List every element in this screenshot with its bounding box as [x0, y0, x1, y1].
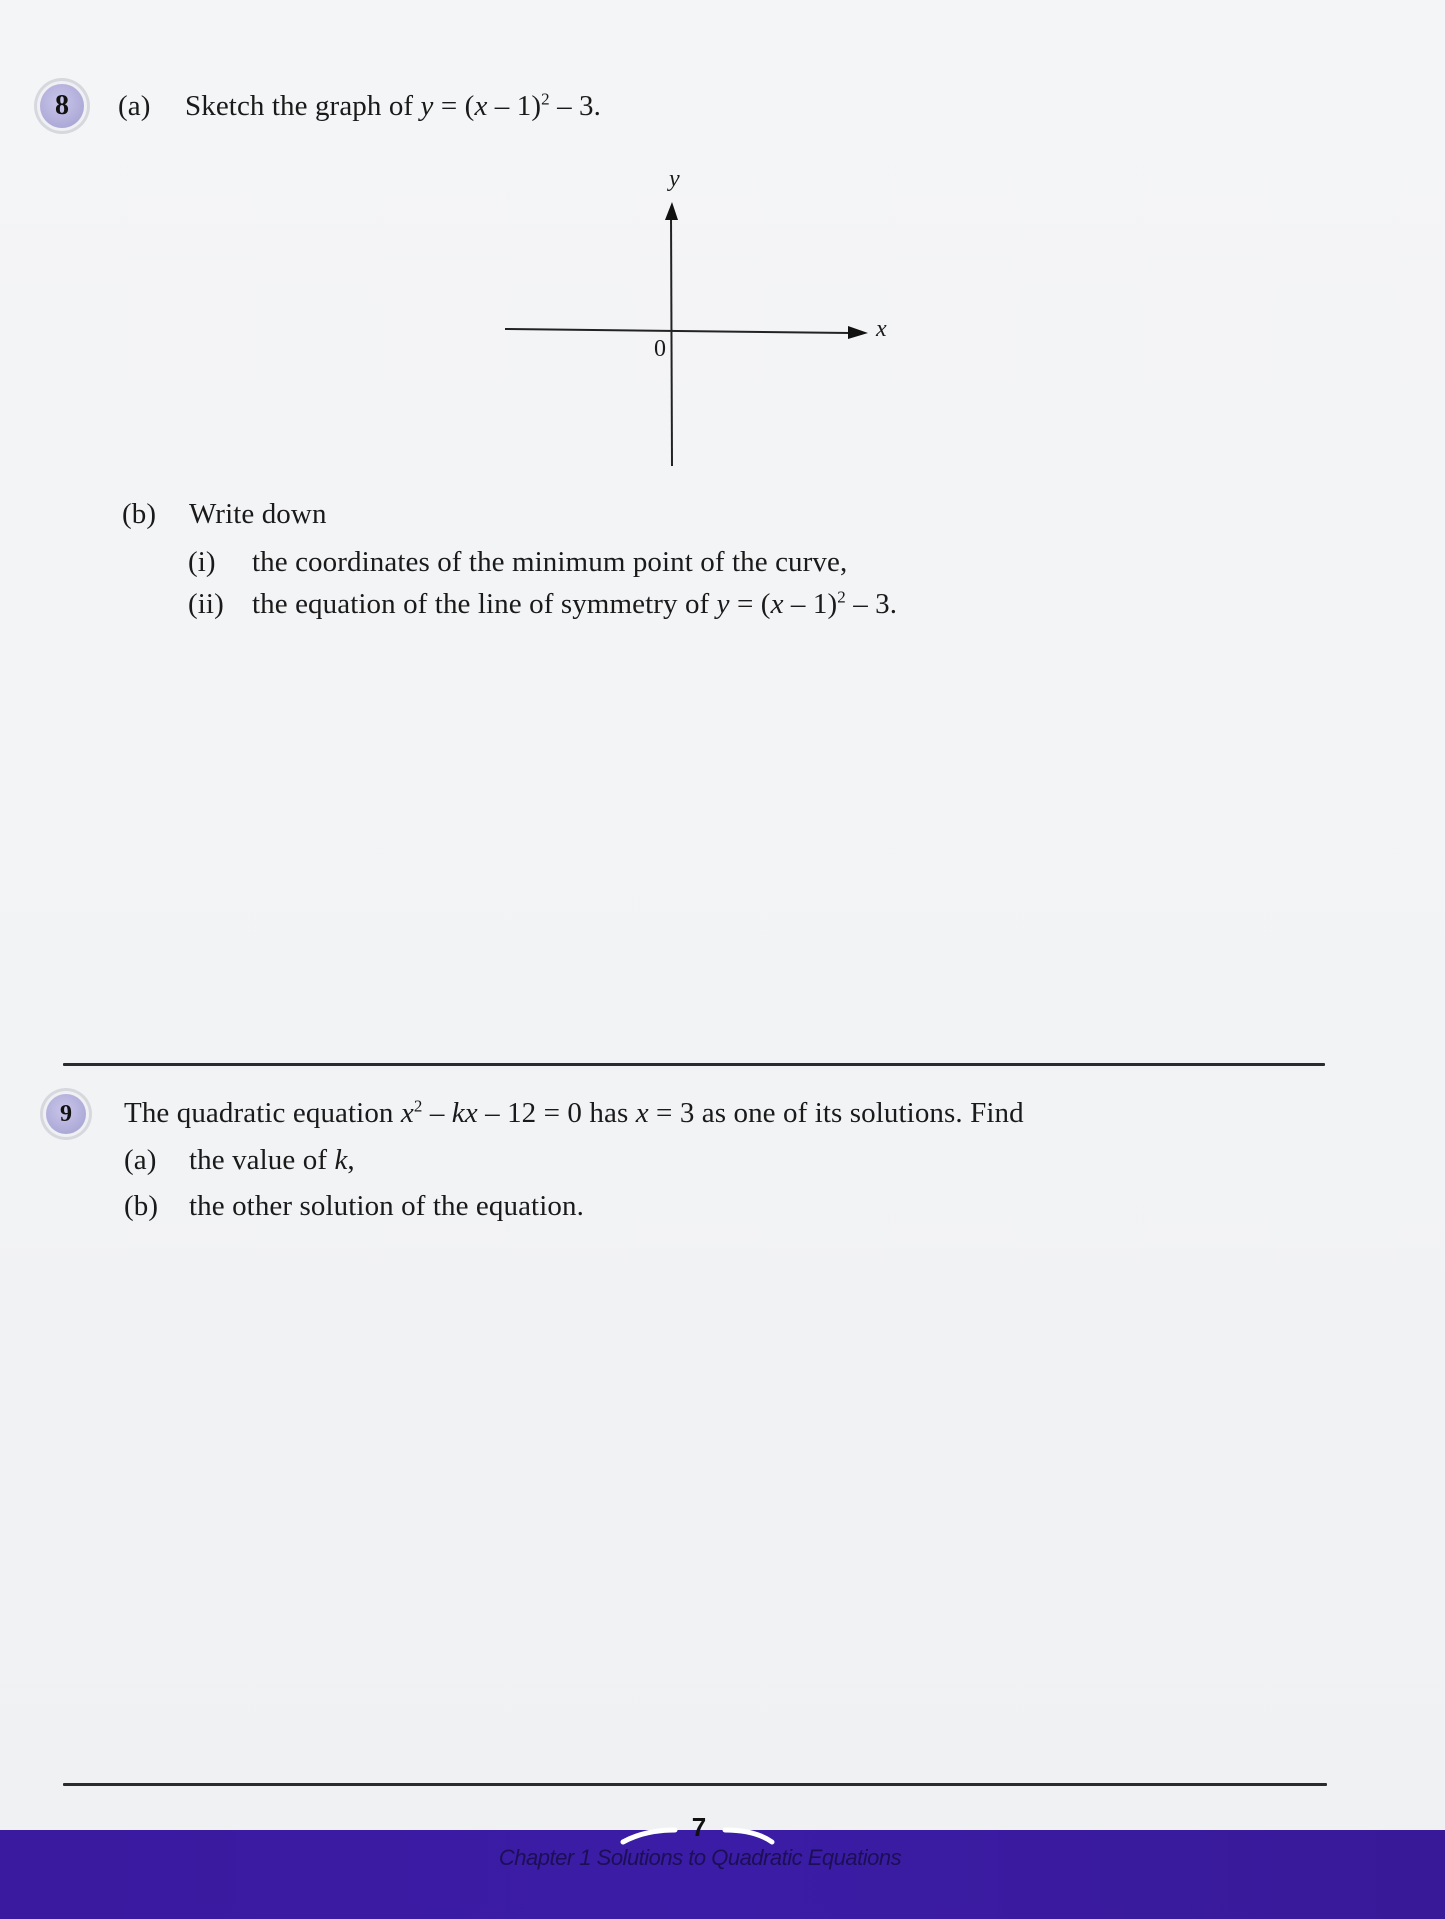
x-arrow-icon — [848, 326, 868, 339]
question-number-badge — [40, 84, 84, 128]
origin-label: 0 — [654, 336, 666, 362]
q9-part-a: (a) the value of k, — [124, 1144, 355, 1176]
subpart-text: the coordinates of the minimum point of the curve, — [252, 546, 848, 578]
part-label: (a) — [124, 1144, 157, 1176]
q9-part-b: (b) the other solution of the equation. — [124, 1190, 584, 1222]
subpart-text: the equation of the line of symmetry of — [252, 588, 717, 620]
chapter-title: Chapter 1 Solutions to Quadratic Equations — [498, 1845, 902, 1870]
section-divider — [63, 1063, 1325, 1066]
q8-part-b-ii: (ii) the equation of the line of symmetry of y = (x – 1)$^2$ – 3. — [188, 587, 898, 620]
part-label: (b) — [124, 1190, 159, 1222]
part-text: Sketch the graph of — [185, 90, 421, 122]
section-divider — [63, 1783, 1327, 1786]
y-axis-label: y — [669, 166, 680, 192]
subpart-label: (ii) — [188, 588, 224, 620]
part-text: Write down — [189, 498, 327, 530]
subpart-label: (i) — [188, 546, 216, 578]
part-label: (b) — [122, 498, 157, 530]
q9-stem: The quadratic equation $x^2$ – kx – 12 = 0 has x = 3 as one of its solutions. Find — [124, 1096, 1024, 1129]
axes-svg — [500, 170, 900, 470]
q8-part-b — [122, 498, 327, 531]
x-axis-label: x — [876, 316, 887, 342]
question-number-badge — [46, 1094, 86, 1134]
q8-part-b-i — [188, 546, 847, 579]
coordinate-axes — [500, 166, 900, 470]
question-number: 9 — [60, 1100, 72, 1127]
q8-part-a: (a) Sketch the graph of y = (x – 1)$^2$ – 3. — [118, 89, 601, 122]
question-number: 8 — [55, 90, 69, 121]
page-number: 7 — [691, 1812, 707, 1842]
part-label: (a) — [118, 90, 151, 122]
y-arrow-icon — [665, 202, 678, 220]
